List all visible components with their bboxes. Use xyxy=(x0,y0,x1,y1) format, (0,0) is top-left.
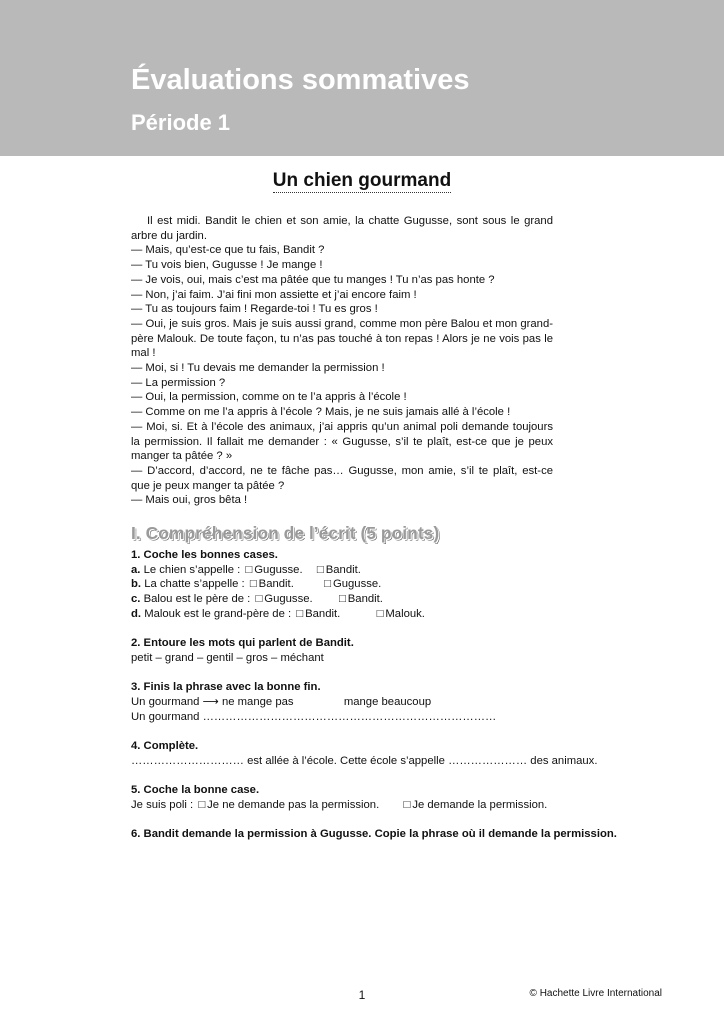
checkbox[interactable]: □ xyxy=(296,607,304,620)
section-title: I. Compréhension de l’écrit (5 points) xyxy=(131,523,440,543)
choice-1: ne mange pas xyxy=(221,695,294,708)
item-text: Le chien s’appelle : xyxy=(143,563,241,576)
story-paragraph: — Oui, la permission, comme on te l’a appris à l’école ! xyxy=(131,391,407,404)
checkbox[interactable]: □ xyxy=(245,563,253,576)
option-label: Bandit. xyxy=(258,578,294,591)
item-text: La chatte s’appelle : xyxy=(144,578,245,591)
exercise-5 xyxy=(131,783,631,812)
header-banner xyxy=(0,0,724,156)
story-paragraph: — Oui, je suis gros. Mais je suis aussi grand, comme mon père Balou et mon grand-père Malouk. De toute façon, tu n’as pas touché à ton repas ! Alors je ne vois pas le mal ! xyxy=(131,317,553,360)
option-label: Je ne demande pas la permission. xyxy=(207,798,380,811)
exercise-question: 5. Coche la bonne case. xyxy=(131,783,260,796)
item-letter: c. xyxy=(131,593,141,606)
checkbox[interactable]: □ xyxy=(249,578,257,591)
exercise-question: 3. Finis la phrase avec la bonne fin. xyxy=(131,681,321,694)
story-text xyxy=(131,214,553,508)
exercise-3 xyxy=(131,680,631,724)
line-start: Je suis poli : xyxy=(131,798,194,811)
story-paragraph: — La permission ? xyxy=(131,376,226,389)
story-paragraph: — Mais oui, gros bêta ! xyxy=(131,494,248,507)
checkbox[interactable]: □ xyxy=(316,563,324,576)
exercise-question: 1. Coche les bonnes cases. xyxy=(131,549,278,561)
exercise-line xyxy=(131,798,631,813)
exercises xyxy=(131,548,631,856)
checkbox[interactable]: □ xyxy=(376,607,384,620)
option-label: Gugusse. xyxy=(332,578,382,591)
story-paragraph: — Moi, si ! Tu devais me demander la permission ! xyxy=(131,362,385,375)
answer-line[interactable]: Un gourmand …………………………………………………………………… xyxy=(131,710,497,723)
exercise-line xyxy=(131,695,631,710)
option-label: Gugusse. xyxy=(254,563,303,576)
option-label: Bandit. xyxy=(325,563,361,576)
exercise-question: 6. Bandit demande la permission à Gugusse. Copie la phrase où il demande la permission. xyxy=(131,827,617,840)
page-subtitle: Période 1 xyxy=(131,110,231,135)
item-text: Malouk est le grand-père de : xyxy=(144,607,292,620)
story-paragraph: — Tu vois bien, Gugusse ! Je mange ! xyxy=(131,259,323,272)
page-title: Évaluations sommatives xyxy=(131,64,470,96)
story-paragraph: — Comme on me l’a appris à l’école ? Mais, je ne suis jamais allé à l’école ! xyxy=(131,406,511,419)
word-list: petit – grand – gentil – gros – méchant xyxy=(131,651,324,664)
item-text: Balou est le père de : xyxy=(143,593,251,606)
exercise-6 xyxy=(131,827,631,842)
exercise-question: 4. Complète. xyxy=(131,739,199,752)
story-paragraph: — Tu as toujours faim ! Regarde-toi ! Tu es gros ! xyxy=(131,303,378,316)
exercise-line xyxy=(131,592,631,607)
exercise-line xyxy=(131,563,631,578)
option-label: Bandit. xyxy=(347,593,383,606)
choice-2: mange beaucoup xyxy=(343,695,432,708)
story-title: Un chien gourmand xyxy=(272,170,452,191)
checkbox[interactable]: □ xyxy=(198,798,206,811)
answer-line[interactable]: ………………………… est allée à l’école. Cette école s’appelle ………………… des animaux. xyxy=(131,754,598,767)
exercise-line xyxy=(131,577,631,592)
checkbox[interactable]: □ xyxy=(324,578,331,591)
exercise-1 xyxy=(131,548,631,622)
item-letter: b. xyxy=(131,578,142,591)
checkbox[interactable]: □ xyxy=(338,593,346,606)
option-label: Gugusse. xyxy=(264,593,313,606)
story-paragraph: — Moi, si. Et à l’école des animaux, j’ai appris qu’un animal poli demande toujours la permission. Il fallait me demander : « Gugusse, s’il te plaît, est-ce que je peux manger ta pâtée ? » xyxy=(131,420,553,463)
copyright: © Hachette Livre International xyxy=(529,988,662,999)
item-letter: a. xyxy=(131,563,141,576)
option-label: Je demande la permission. xyxy=(412,798,548,811)
story-paragraph: Il est midi. Bandit le chien et son amie, la chatte Gugusse, sont sous le grand arbre du jardin. xyxy=(131,215,553,242)
page-number: 1 xyxy=(358,988,366,1002)
story-paragraph: — D’accord, d’accord, ne te fâche pas… Gugusse, mon amie, s’il te plaît, est-ce que je peux manger ta pâtée ? xyxy=(131,464,553,492)
arrow-icon: ⟶ xyxy=(202,695,219,708)
checkbox[interactable]: □ xyxy=(255,593,263,606)
exercise-4 xyxy=(131,739,631,768)
exercise-line xyxy=(131,607,631,622)
option-label: Malouk. xyxy=(385,607,425,620)
line-start: Un gourmand xyxy=(131,695,200,708)
exercise-question: 2. Entoure les mots qui parlent de Bandit. xyxy=(131,637,354,650)
checkbox[interactable]: □ xyxy=(403,798,411,811)
exercise-2 xyxy=(131,636,631,665)
option-label: Bandit. xyxy=(305,607,341,620)
story-paragraph: — Non, j’ai faim. J’ai fini mon assiette et j’ai encore faim ! xyxy=(131,288,417,301)
story-paragraph: — Mais, qu’est-ce que tu fais, Bandit ? xyxy=(131,244,325,257)
item-letter: d. xyxy=(131,607,142,620)
story-paragraph: — Je vois, oui, mais c’est ma pâtée que tu manges ! Tu n’as pas honte ? xyxy=(131,273,495,286)
